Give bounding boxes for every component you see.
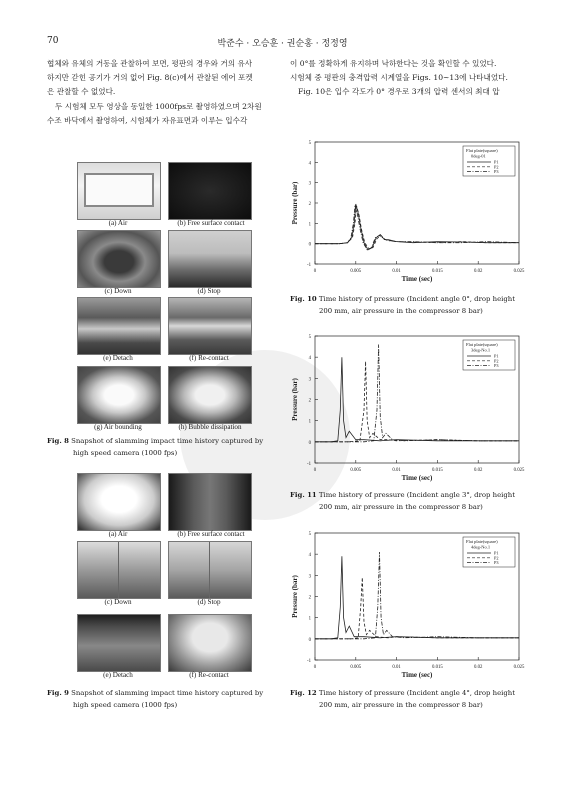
x-tick-label: 0.015 (432, 269, 443, 274)
fig12-caption (290, 688, 530, 711)
fig9-photo-c (77, 541, 161, 599)
fig9-photo-d (168, 541, 252, 599)
fig12-caption-line1: Time history of pressure (Incident angle 4°, drop height (318, 689, 515, 697)
fig9-label-c: (c) Down (104, 598, 132, 606)
x-tick-label: 0.015 (432, 468, 443, 473)
left-text-line: 하지만 갇힌 공기가 거의 없어 Fig. 8(c)에서 관찰된 에어 포켓 (47, 73, 253, 83)
left-text-line: 수조 바닥에서 촬영하여, 시험체가 자유표면과 이루는 입수각 (47, 115, 248, 125)
y-tick-label: 1 (308, 222, 311, 228)
fig11-caption (290, 490, 530, 513)
legend-title: Flat plate(square) (466, 539, 498, 544)
y-axis-label: Pressure (bar) (291, 378, 299, 421)
y-tick-label: 2 (308, 202, 311, 207)
y-tick-label: 4 (308, 553, 311, 559)
fig11-caption-line1: Time history of pressure (Incident angle 3°, drop height (318, 491, 515, 499)
y-tick-label: 5 (308, 532, 311, 537)
x-tick-label: 0 (313, 468, 317, 473)
x-tick-label: 0.01 (392, 468, 401, 473)
fig8-photo-b (168, 162, 252, 220)
fig8-label-b: (b) Free surface contact (177, 219, 245, 227)
y-axis-label: Pressure (bar) (291, 181, 299, 225)
right-text-line: Fig. 10은 입수 각도가 0° 경우로 3개의 압력 센서의 최대 압 (298, 87, 500, 97)
fig10-caption-label: Fig. 10 (290, 295, 317, 303)
fig8-photo-d (168, 230, 252, 288)
fig10-caption-line2: 200 mm, air pressure in the compressor 8 bar) (319, 306, 483, 315)
y-tick-label: 4 (308, 356, 311, 362)
legend-entry: P1 (494, 159, 499, 165)
y-tick-label: -1 (307, 659, 311, 664)
x-axis-label: Time (sec) (401, 275, 433, 283)
series-line-p1 (315, 556, 519, 639)
fig9-label-f: (f) Re-contact (189, 671, 229, 679)
fig9-photo-f (168, 614, 252, 672)
legend-entry: P3 (494, 363, 499, 369)
y-tick-label: 0 (308, 440, 311, 446)
x-axis-label: Time (sec) (401, 671, 433, 679)
fig9-caption-line1: Snapshot of slamming impact time history captured by (71, 689, 264, 697)
y-tick-label: 3 (308, 574, 311, 580)
fig9-caption (47, 688, 277, 711)
fig8-label-h: (h) Bubble dissipation (178, 423, 242, 431)
legend-subtitle: 0deg-01 (471, 153, 486, 159)
fig8-label-g: (g) Air bounding (94, 423, 142, 431)
fig8-label-d: (d) Stop (197, 287, 221, 295)
fig8-label-c: (c) Down (104, 287, 132, 295)
fig8-label-f: (f) Re-contact (189, 354, 229, 362)
fig8-caption-line2: high speed camera (1000 fps) (73, 448, 178, 457)
fig9-label-a: (a) Air (108, 530, 128, 538)
y-tick-label: 3 (308, 377, 311, 383)
fig12-caption-line2: 200 mm, air pressure in the compressor 8 bar) (319, 700, 483, 709)
y-axis-label: Pressure (bar) (291, 575, 299, 618)
legend-subtitle: 4deg-No.1 (471, 544, 491, 550)
running-header-authors: 박준수 · 오승훈 · 권순홍 · 정정영 (217, 39, 348, 49)
left-text-line: 두 시험체 모두 영상을 동일한 1000fps로 촬영하였으며 2차원 (55, 101, 262, 111)
x-axis-label: Time (sec) (401, 474, 433, 482)
y-tick-label: -1 (307, 462, 311, 467)
y-tick-label: 4 (308, 161, 311, 167)
y-tick-label: 2 (308, 595, 311, 601)
right-text-line: 시험체 중 평판의 충격압력 시계열을 Figs. 10~13에 나타내었다. (290, 73, 508, 83)
y-tick-label: 2 (308, 398, 311, 404)
fig8-photo-c (77, 230, 161, 288)
fig10-pressure-chart (287, 136, 527, 286)
x-tick-label: 0.02 (473, 468, 483, 473)
x-tick-label: 0.02 (473, 269, 483, 274)
legend-entry: P3 (494, 560, 499, 566)
x-tick-label: 0.005 (350, 665, 362, 670)
fig9-photo-a (77, 473, 161, 531)
x-tick-label: 0.01 (392, 665, 401, 670)
x-tick-label: 0 (313, 665, 317, 670)
y-tick-label: 5 (308, 335, 311, 340)
fig8-label-e: (e) Detach (103, 354, 133, 362)
legend-entry: P1 (494, 550, 499, 556)
fig8-photo-a (77, 162, 161, 220)
fig9-label-d: (d) Stop (197, 598, 221, 606)
y-tick-label: 3 (308, 181, 311, 187)
fig10-caption-line1: Time history of pressure (Incident angle 0°, drop height (318, 295, 515, 303)
fig9-label-e: (e) Detach (103, 671, 133, 679)
fig11-caption-line2: 200 mm, air pressure in the compressor 8 bar) (319, 502, 483, 511)
fig8-photo-h (168, 366, 252, 424)
x-tick-label: 0.02 (473, 665, 483, 670)
x-tick-label: 0.005 (350, 269, 362, 274)
fig10-caption (290, 294, 530, 317)
legend-title: Flat plate(square) (466, 342, 498, 347)
x-tick-label: 0.025 (513, 269, 525, 274)
right-text-line: 이 0°를 정확하게 유지하며 낙하한다는 것을 확인할 수 있었다. (290, 59, 497, 68)
legend-entry: P1 (494, 353, 499, 359)
fig12-pressure-chart (287, 527, 527, 682)
fig8-caption (47, 436, 277, 459)
page-number: 70 (47, 36, 59, 46)
fig8-caption-label: Fig. 8 (47, 437, 69, 445)
legend-entry: P2 (494, 164, 499, 170)
y-tick-label: 0 (308, 242, 311, 248)
fig12-caption-label: Fig. 12 (290, 689, 317, 697)
left-text-line: 협체와 유체의 거동을 관찰하여 보면, 평판의 경우와 거의 유사 (47, 59, 253, 68)
fig8-label-a: (a) Air (108, 219, 128, 227)
fig9-photo-b (168, 473, 252, 531)
legend-entry: P2 (494, 555, 499, 561)
y-tick-label: -1 (307, 263, 311, 268)
x-tick-label: 0 (313, 269, 317, 274)
legend-subtitle: 3deg-No.1 (471, 347, 491, 353)
x-tick-label: 0.01 (392, 269, 401, 274)
y-tick-label: 0 (308, 637, 311, 643)
fig8-photo-g (77, 366, 161, 424)
y-tick-label: 1 (308, 616, 311, 622)
legend-title: Flat plate(square) (466, 148, 498, 153)
legend-entry: P3 (494, 169, 499, 175)
left-text-line: 은 관찰할 수 없었다. (47, 87, 116, 97)
y-tick-label: 1 (308, 419, 311, 425)
fig9-caption-label: Fig. 9 (47, 689, 69, 697)
fig8-caption-line1: Snapshot of slamming impact time history captured by (71, 437, 264, 445)
series-line-p2 (315, 361, 519, 441)
fig9-photo-e (77, 614, 161, 672)
fig11-caption-label: Fig. 11 (290, 491, 317, 499)
y-tick-label: 5 (308, 141, 311, 146)
fig9-label-b: (b) Free surface contact (177, 530, 245, 538)
fig8-photo-f (168, 297, 252, 355)
fig8-photo-e (77, 297, 161, 355)
right-body-text (290, 57, 508, 100)
fig11-pressure-chart (287, 330, 527, 485)
left-body-text (47, 57, 262, 128)
x-tick-label: 0.015 (432, 665, 443, 670)
x-tick-label: 0.005 (350, 468, 362, 473)
x-tick-label: 0.025 (513, 468, 525, 473)
x-tick-label: 0.025 (513, 665, 525, 670)
legend-entry: P2 (494, 358, 499, 364)
fig9-caption-line2: high speed camera (1000 fps) (73, 700, 178, 709)
